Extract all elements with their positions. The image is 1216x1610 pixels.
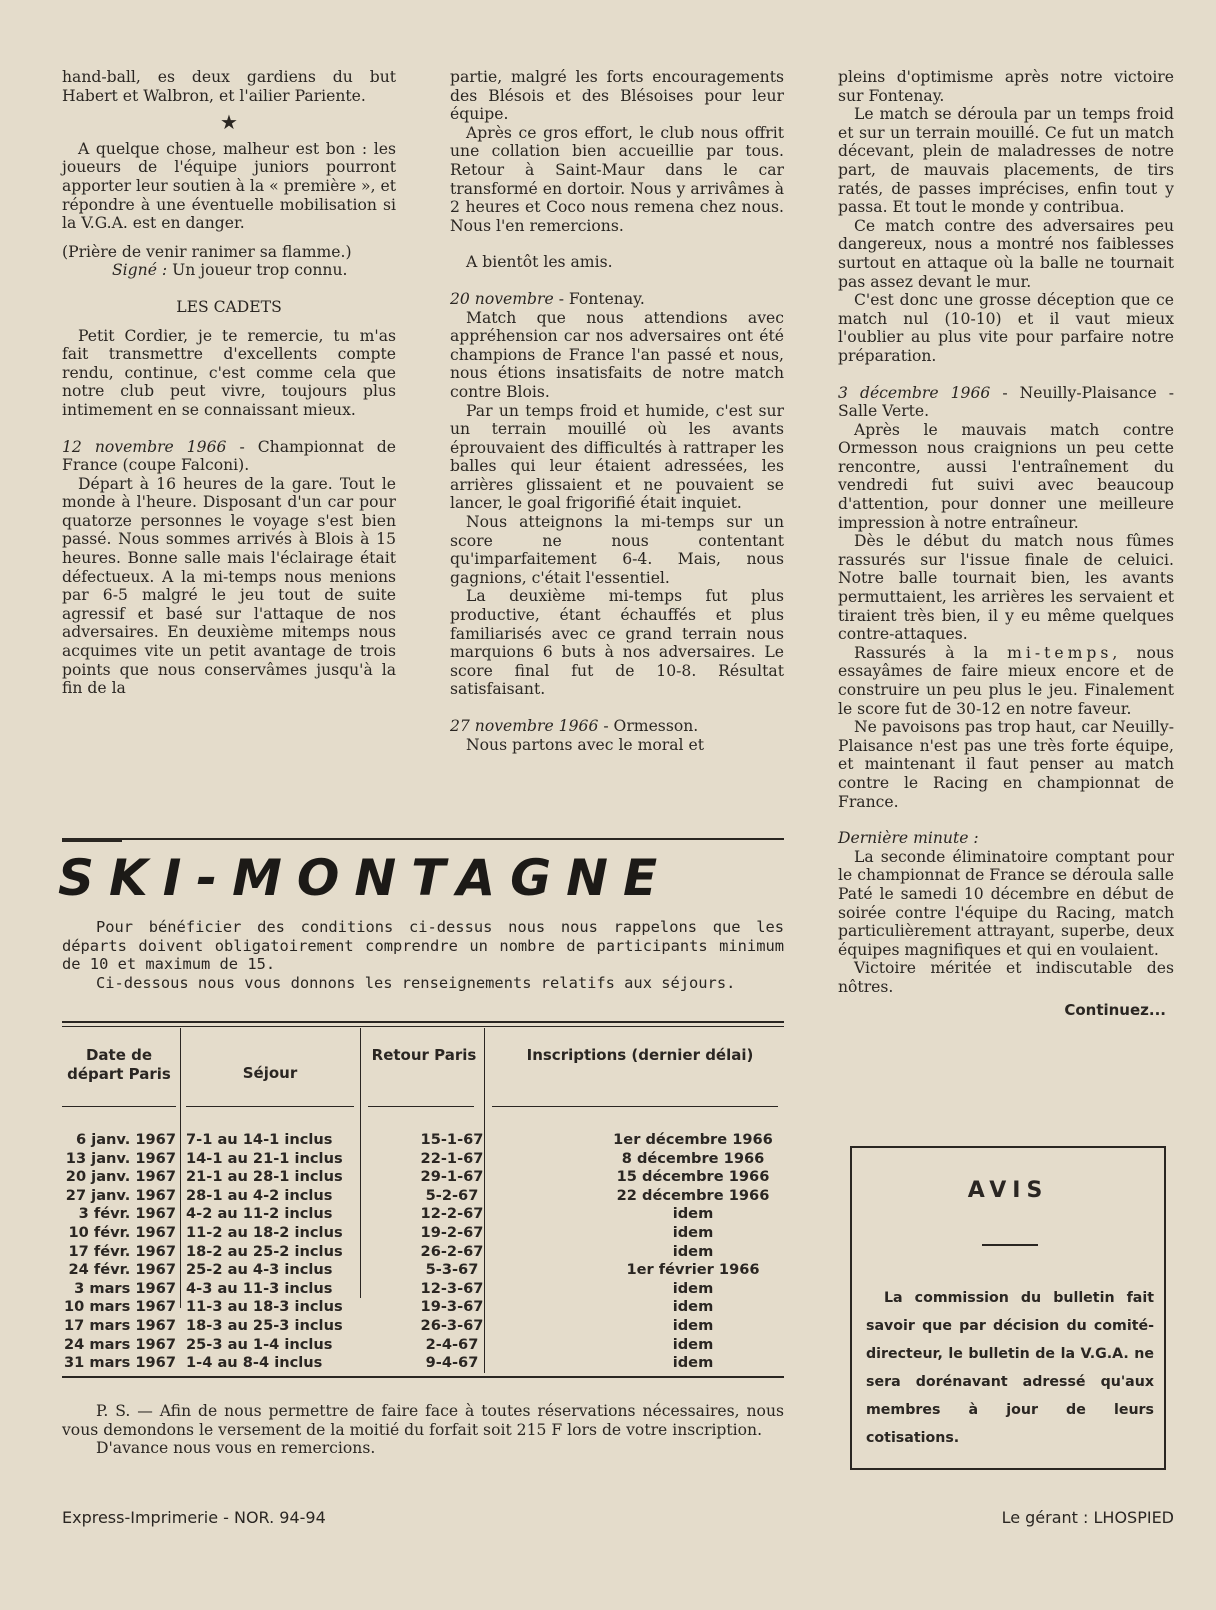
table-rule bbox=[62, 1026, 784, 1027]
table-row bbox=[62, 1243, 784, 1262]
cell-depart: 13 janv. 1967 bbox=[65, 1149, 176, 1167]
text-part: , nous essayâmes de faire mieux encore et de construire un peu plus le jeu. Finalement le score fut de 30-12 en notre faveur. bbox=[838, 643, 1174, 718]
cell-sejour: 4-3 au 11-3 inclus bbox=[186, 1279, 333, 1297]
paragraph: Départ à 16 heures de la gare. Tout le monde à l'heure. Disposant d'un car pour quatorze personnes le voyage s'est bien passé. Nous sommes arrivés à Blois à 15 heures. Bonne salle mais l'éclairage était défectueux. A la mi-temps nous menions par 6-5 malgré le jeu tout de suite agressif et basé sur l'attaque de nos adversaires. En deuxième mitemps nous acquimes vite un petit avantage de trois points que nous conservâmes jusqu'à la fin de la bbox=[62, 474, 396, 698]
signature-text: Un joueur trop connu. bbox=[172, 261, 348, 280]
section-heading: LES CADETS bbox=[176, 297, 282, 316]
manager-credit: Le gérant : LHOSPIED bbox=[1001, 1508, 1174, 1527]
paragraph: pleins d'optimisme après notre victoire sur Fontenay. bbox=[838, 68, 1174, 105]
cell-retour: 12-2-67 bbox=[420, 1205, 484, 1223]
table-row bbox=[62, 1280, 784, 1299]
cell-inscriptions: 1er décembre 1966 bbox=[613, 1131, 773, 1148]
paragraph: Ci-dessous nous vous donnons les renseignements relatifs aux séjours. bbox=[96, 973, 736, 992]
table-row bbox=[62, 1168, 784, 1187]
table-row bbox=[62, 1317, 784, 1336]
paragraph: Pour bénéficier des conditions ci-dessus nous nous rappelons que les départs doivent obligatoirement comprendre un nombre de participants minimum de 10 et maximum de 15. bbox=[62, 918, 784, 974]
dated-heading bbox=[450, 717, 784, 736]
header-sejour: Séjour bbox=[242, 1064, 298, 1082]
paragraph: Ne pavoisons pas trop haut, car Neuilly-Plaisance n'est pas une très forte équipe, et maintenant il faut penser au match contre le Racing en championnat de France. bbox=[838, 718, 1174, 811]
cell-retour: 29-1-67 bbox=[420, 1168, 484, 1186]
cell-inscriptions: idem bbox=[672, 1316, 714, 1334]
cell-sejour: 1-4 au 8-4 inclus bbox=[186, 1354, 323, 1372]
date: 20 novembre bbox=[450, 289, 554, 308]
paragraph: Nous partons avec le moral et bbox=[466, 735, 704, 754]
cell-retour: 22-1-67 bbox=[420, 1149, 484, 1167]
table-row bbox=[62, 1187, 784, 1206]
notice-rule bbox=[982, 1244, 1038, 1246]
cell-retour: 26-3-67 bbox=[420, 1316, 484, 1334]
date-rest: - Fontenay. bbox=[553, 289, 645, 308]
cell-retour: 19-2-67 bbox=[420, 1223, 484, 1241]
signature-label: Signé : bbox=[112, 261, 168, 280]
cell-retour: 5-3-67 bbox=[425, 1261, 479, 1279]
cell-sejour: 11-2 au 18-2 inclus bbox=[186, 1223, 343, 1241]
cell-depart: 6 janv. 1967 bbox=[75, 1131, 176, 1148]
cell-inscriptions: 1er février 1966 bbox=[626, 1261, 760, 1279]
cell-depart: 3 févr. 1967 bbox=[78, 1205, 176, 1223]
table-body bbox=[62, 1131, 784, 1373]
text-part-spaced: mi-temps bbox=[1007, 643, 1113, 662]
paragraph: P. S. — Afin de nous permettre de faire face à toutes réservations nécessaires, nous vous demondons le versement de la moitié du forfait soit 215 F lors de votre inscription. bbox=[62, 1402, 784, 1439]
section-rule-accent bbox=[62, 838, 122, 842]
cell-depart: 17 févr. 1967 bbox=[68, 1242, 176, 1260]
cell-retour: 2-4-67 bbox=[425, 1335, 479, 1353]
cell-retour: 5-2-67 bbox=[425, 1186, 479, 1204]
column-2 bbox=[450, 68, 784, 754]
cell-sejour: 18-2 au 25-2 inclus bbox=[186, 1242, 343, 1260]
table-row bbox=[62, 1131, 784, 1150]
paragraph: A quelque chose, malheur est bon : les joueurs de l'équipe juniors pourront apporter leur soutien à la « première », et répondre à une éventuelle mobilisation si la V.G.A. est en danger. bbox=[62, 139, 396, 233]
cell-retour: 19-3-67 bbox=[420, 1298, 484, 1316]
continue-note: Continuez... bbox=[1064, 1000, 1166, 1019]
paragraph: La commission du bulletin fait savoir que par décision du comité-directeur, le bulletin de la V.G.A. ne sera dorénavant adressé qu'aux membres à jour de leurs cotisations. bbox=[866, 1290, 1154, 1446]
table-row bbox=[62, 1298, 784, 1317]
signature-line bbox=[62, 261, 396, 280]
table-header-rule bbox=[492, 1106, 778, 1107]
cell-depart: 20 janv. 1967 bbox=[65, 1168, 176, 1186]
table-row bbox=[62, 1354, 784, 1373]
table-row bbox=[62, 1205, 784, 1224]
printer-credit: Express-Imprimerie - NOR. 94-94 bbox=[62, 1508, 326, 1527]
paragraph: La deuxième mi-temps fut plus productive, étant échauffés et plus familiarisés avec ce grand terrain nous marquions 6 buts à nos adversaires. Le score final fut de 10-8. Résultat satisfaisant. bbox=[450, 587, 784, 699]
date-rest: - Championnat de France (coupe Falconi). bbox=[62, 437, 396, 475]
star-ornament: ★ bbox=[220, 110, 238, 135]
paragraph bbox=[838, 644, 1174, 718]
cell-depart: 24 févr. 1967 bbox=[68, 1261, 176, 1279]
dated-heading bbox=[62, 438, 396, 475]
paragraph: hand-ball, es deux gardiens du but Habert et Walbron, et l'ailier Pariente. bbox=[62, 68, 396, 105]
paragraph: Le match se déroula par un temps froid et sur un terrain mouillé. Ce fut un match décevant, plein de maladresses de notre part, de mauvais placements, de tirs ratés, de passes imprécises, enfin tout y passa. Et tout le monde y contribua. bbox=[838, 105, 1174, 217]
ski-montagne-title: SKI-MONTAGNE bbox=[58, 849, 673, 907]
cell-depart: 24 mars 1967 bbox=[63, 1335, 176, 1353]
paragraph: Après le mauvais match contre Ormesson nous craignions un peu cette rencontre, aussi l'entraînement du vendredi fut suivi avec beaucoup d'attention, pour donner une meilleure impression à notre entraîneur. bbox=[838, 420, 1174, 532]
cell-depart: 27 janv. 1967 bbox=[65, 1186, 176, 1204]
section-rule bbox=[62, 838, 784, 840]
cell-inscriptions: 22 décembre 1966 bbox=[616, 1186, 770, 1204]
date-rest: - Neuilly-Plaisance - Salle Verte. bbox=[838, 383, 1174, 421]
dated-heading bbox=[838, 384, 1174, 421]
paragraph: Ce match contre des adversaires peu dangereux, nous a montré nos faiblesses surtout en attaque où la balle ne tournait pas assez devant le mur. bbox=[838, 216, 1174, 291]
cell-retour: 12-3-67 bbox=[420, 1279, 484, 1297]
cell-retour: 9-4-67 bbox=[425, 1354, 479, 1372]
postscript bbox=[62, 1402, 784, 1458]
cell-inscriptions: 15 décembre 1966 bbox=[616, 1168, 770, 1186]
cell-inscriptions: idem bbox=[672, 1298, 714, 1316]
cell-sejour: 21-1 au 28-1 inclus bbox=[186, 1168, 343, 1186]
cell-depart: 3 mars 1967 bbox=[74, 1279, 176, 1297]
paragraph: Nous atteignons la mi-temps sur un score ne nous contentant qu'imparfaitement 6-4. Mais, nous gagnions, c'était l'essentiel. bbox=[450, 513, 784, 587]
cell-depart: 31 mars 1967 bbox=[63, 1354, 176, 1372]
paragraph: C'est donc une grosse déception que ce match nul (10-10) et il vaut mieux l'oublier au plus vite pour parfaire notre préparation. bbox=[838, 291, 1174, 365]
column-3 bbox=[838, 68, 1174, 1019]
cell-inscriptions: idem bbox=[672, 1223, 714, 1241]
cell-depart: 17 mars 1967 bbox=[63, 1316, 176, 1334]
date-rest: - Ormesson. bbox=[598, 717, 699, 735]
header-depart: Date de départ Paris bbox=[67, 1046, 171, 1083]
cell-inscriptions: idem bbox=[672, 1279, 714, 1297]
dated-heading bbox=[450, 290, 784, 309]
paragraph: (Prière de venir ranimer sa flamme.) bbox=[62, 242, 352, 261]
header-retour: Retour Paris bbox=[371, 1046, 477, 1064]
ski-intro bbox=[62, 918, 784, 992]
cell-sejour: 7-1 au 14-1 inclus bbox=[186, 1131, 333, 1148]
paragraph: Dès le début du match nous fûmes rassurés sur l'issue finale de celuici. Notre balle tournait bien, les avants permuttaient, les arrières les servaient et tiraient très bien, il y eu même quelques contre-attaques. bbox=[838, 532, 1174, 644]
column-1 bbox=[62, 68, 396, 698]
cell-sejour: 18-3 au 25-3 inclus bbox=[186, 1316, 343, 1334]
last-minute-label: Dernière minute : bbox=[838, 829, 979, 848]
paragraph: Après ce gros effort, le club nous offrit une collation bien accueillie par tous. Retour à Saint-Maur dans le car transformé en dortoir. Nous y arrivâmes à 2 heures et Coco nous remena chez nous. Nous l'en remercions. bbox=[450, 123, 784, 235]
table-row bbox=[62, 1336, 784, 1355]
notice-text bbox=[866, 1284, 1154, 1452]
paragraph: Petit Cordier, je te remercie, tu m'as fait transmettre d'excellents compte rendu, continue, c'est comme cela que notre club peut vivre, toujours plus intimement en se connaissant mieux. bbox=[62, 326, 396, 419]
cell-sejour: 11-3 au 18-3 inclus bbox=[186, 1298, 343, 1316]
notice-box bbox=[850, 1146, 1166, 1470]
paragraph: partie, malgré les forts encouragements des Blésois et des Blésoises pour leur équipe. bbox=[450, 68, 784, 124]
cell-sejour: 25-2 au 4-3 inclus bbox=[186, 1261, 333, 1279]
table-row bbox=[62, 1224, 784, 1243]
cell-sejour: 25-3 au 1-4 inclus bbox=[186, 1335, 333, 1353]
cell-sejour: 28-1 au 4-2 inclus bbox=[186, 1186, 333, 1204]
date: 27 novembre 1966 bbox=[450, 717, 599, 735]
cell-sejour: 4-2 au 11-2 inclus bbox=[186, 1205, 333, 1223]
table-header-rule bbox=[186, 1106, 354, 1107]
text-part: Rassurés à la bbox=[854, 643, 1008, 662]
paragraph: La seconde éliminatoire comptant pour le championnat de France se déroula salle Paté le samedi 10 décembre en début de soirée contre l'équipe du Racing, match particulièrement attrayant, superbe, deux équipes magnifiques et qui en voulaient. bbox=[838, 847, 1174, 959]
date: 3 décembre 1966 bbox=[838, 383, 991, 402]
table-header-rule bbox=[62, 1106, 176, 1107]
cell-inscriptions: idem bbox=[672, 1242, 714, 1260]
table-rule bbox=[62, 1021, 784, 1023]
cell-inscriptions: idem bbox=[672, 1354, 714, 1372]
cell-depart: 10 févr. 1967 bbox=[68, 1223, 176, 1241]
paragraph: D'avance nous vous en remercions. bbox=[96, 1439, 376, 1458]
table-header-rule bbox=[368, 1106, 474, 1107]
table-row bbox=[62, 1150, 784, 1169]
cell-retour: 26-2-67 bbox=[420, 1242, 484, 1260]
header-inscriptions: Inscriptions (dernier délai) bbox=[526, 1046, 754, 1064]
table-row bbox=[62, 1261, 784, 1280]
table-rule bbox=[62, 1376, 784, 1378]
date: 12 novembre 1966 bbox=[62, 437, 227, 456]
cell-inscriptions: idem bbox=[672, 1205, 714, 1223]
cell-inscriptions: idem bbox=[672, 1335, 714, 1353]
notice-title: AVIS bbox=[967, 1178, 1049, 1203]
paragraph: Victoire méritée et indiscutable des nôtres. bbox=[838, 959, 1174, 996]
cell-depart: 10 mars 1967 bbox=[63, 1298, 176, 1316]
cell-retour: 15-1-67 bbox=[420, 1131, 484, 1148]
paragraph: Par un temps froid et humide, c'est sur un terrain mouillé où les avants éprouvaient des difficultés à rattraper les balles qui leur étaient adressées, les arrières glissaient et ne pouvaient se lancer, le goal frigorifié était inquiet. bbox=[450, 401, 784, 513]
paragraph: Match que nous attendions avec appréhension car nos adversaires ont été champions de France l'an passé et nous, nous étions insatisfaits de notre match contre Blois. bbox=[450, 308, 784, 401]
cell-inscriptions: 8 décembre 1966 bbox=[621, 1149, 765, 1167]
paragraph: A bientôt les amis. bbox=[466, 253, 613, 272]
cell-sejour: 14-1 au 21-1 inclus bbox=[186, 1149, 343, 1167]
